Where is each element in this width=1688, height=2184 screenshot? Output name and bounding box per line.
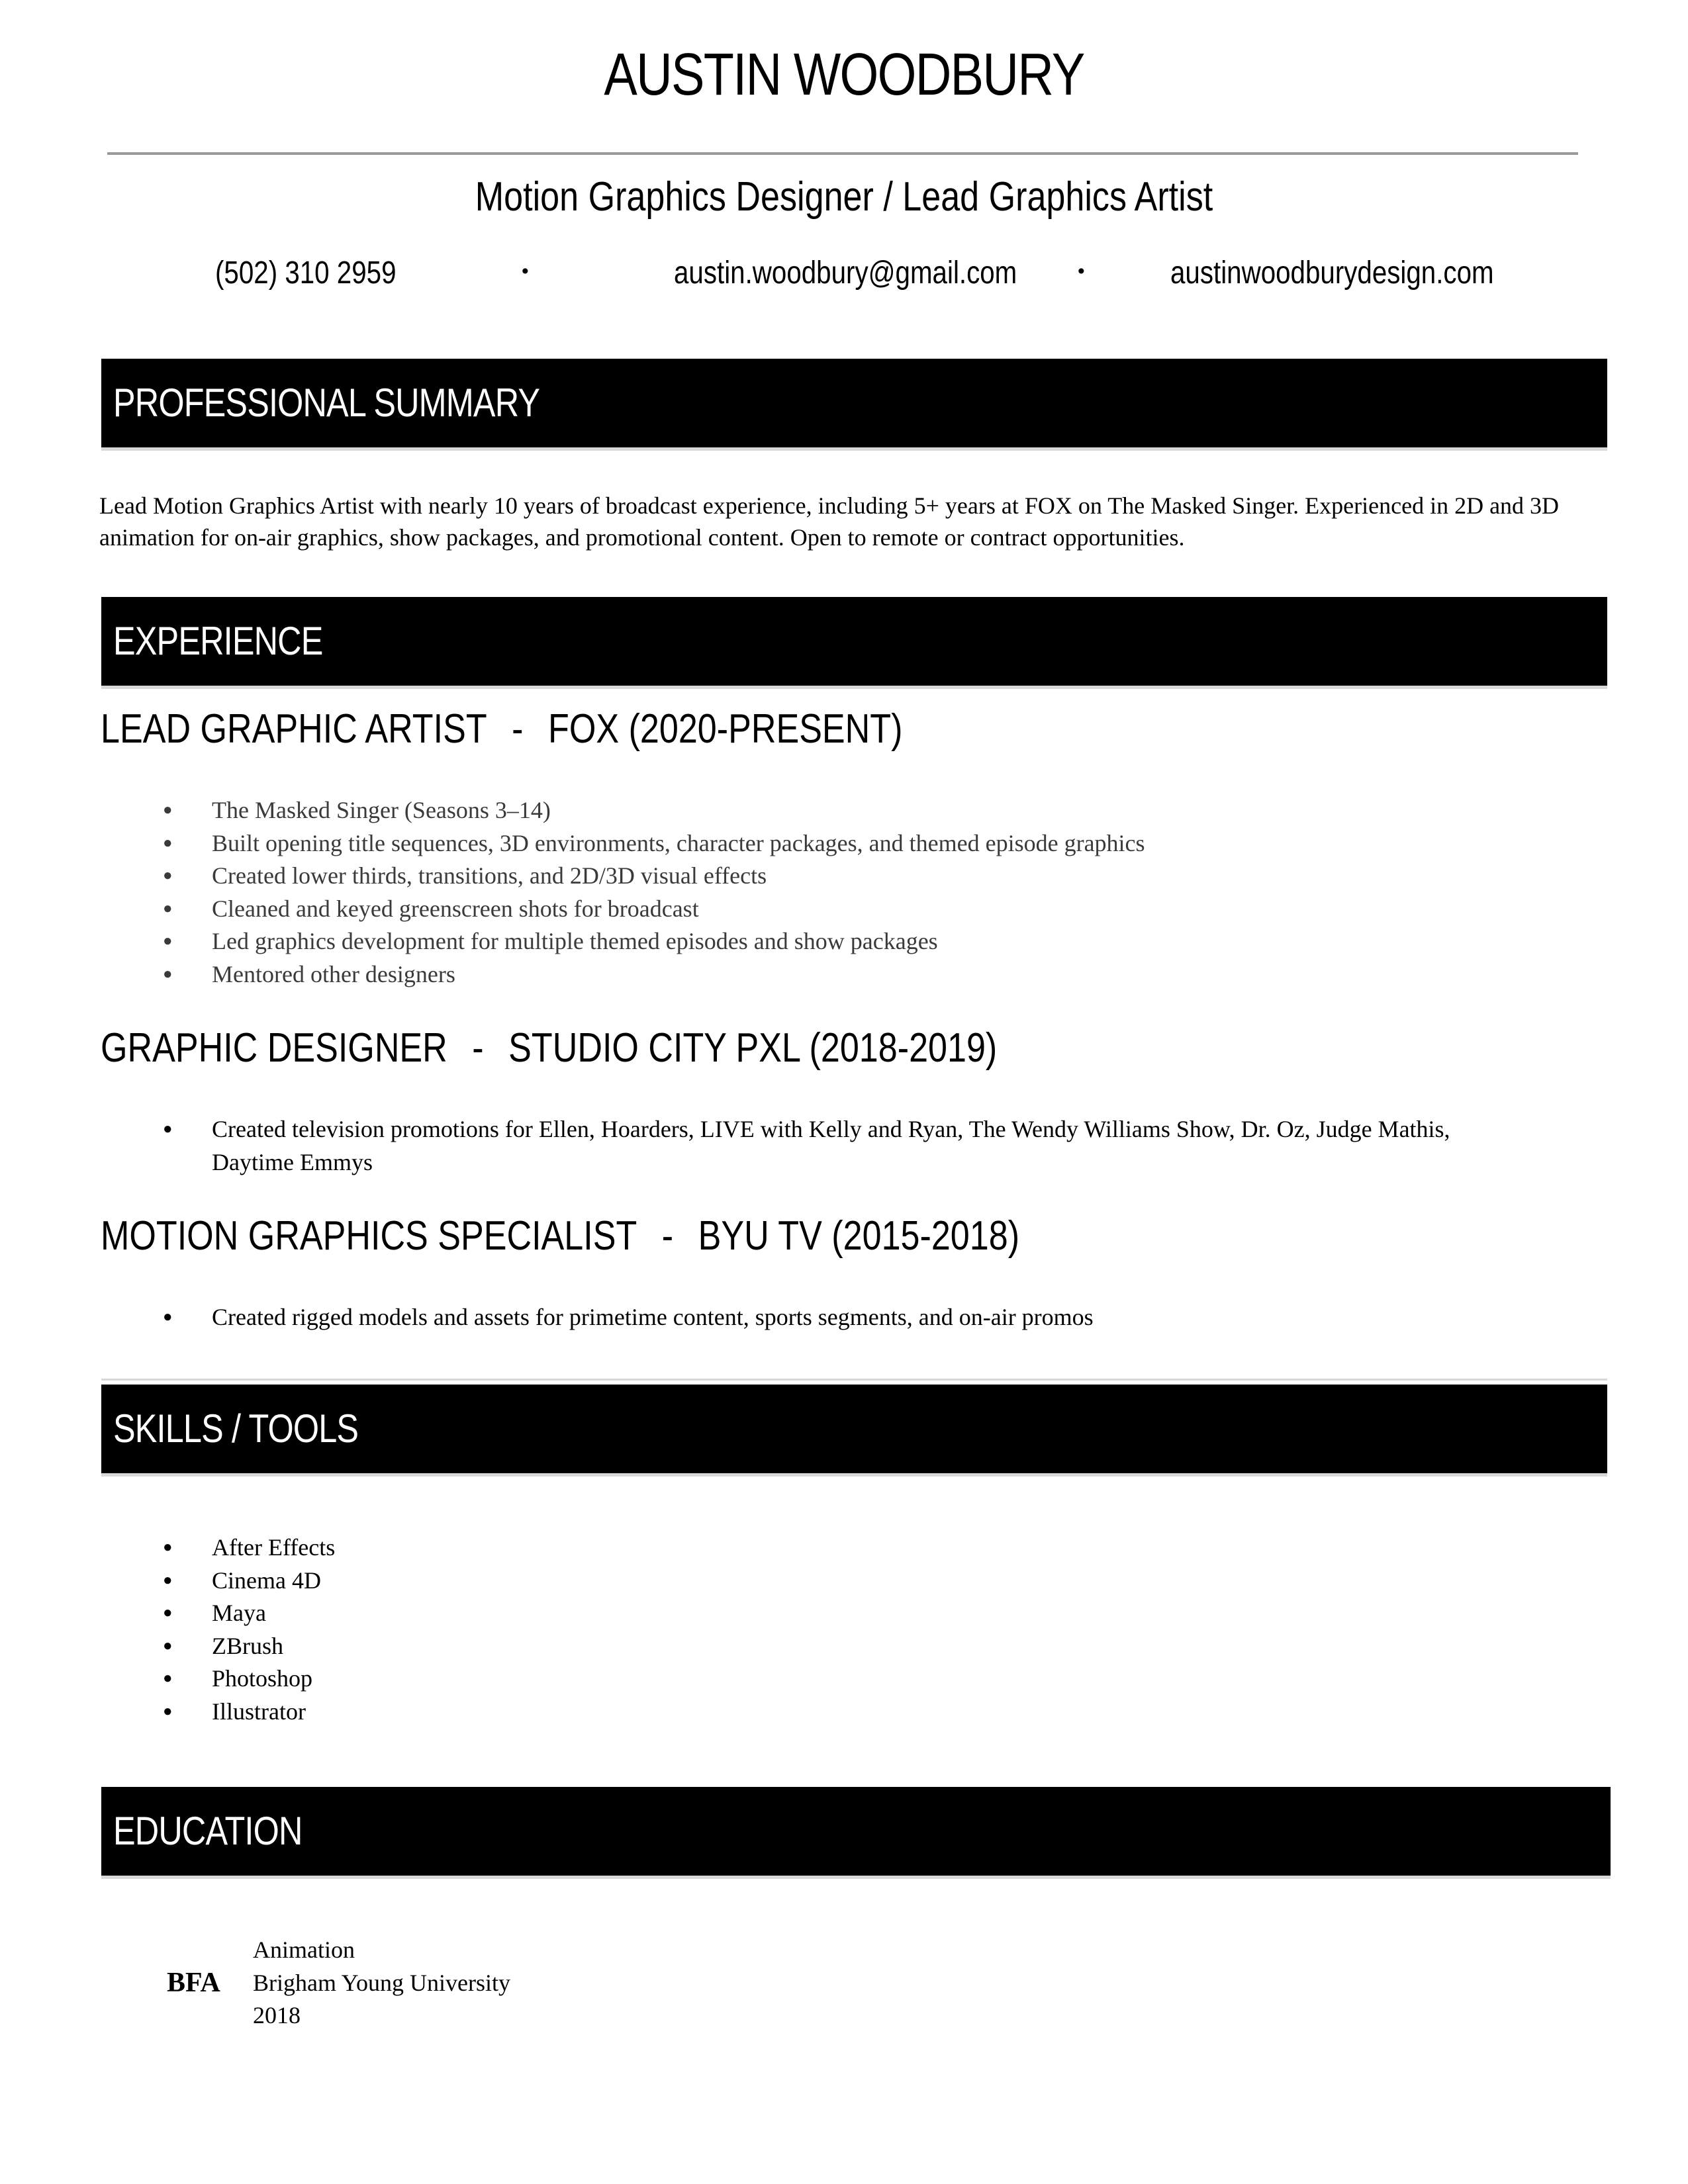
list-item: ● Mentored other designers xyxy=(0,958,1509,991)
section-title: EXPERIENCE xyxy=(113,619,323,663)
section-header-education xyxy=(101,1787,1611,1876)
contact-separator: · xyxy=(520,252,531,289)
email-link[interactable]: austin.woodbury@gmail.com xyxy=(674,255,1017,291)
section-header-summary xyxy=(101,359,1607,447)
job-bullets xyxy=(0,1301,1509,1334)
job-separator: - xyxy=(472,1025,484,1071)
education-year: 2018 xyxy=(253,2002,301,2028)
job-bullets xyxy=(0,1113,1509,1179)
candidate-name: AUSTIN WOODBURY xyxy=(604,42,1084,108)
website-link[interactable]: austinwoodburydesign.com xyxy=(1170,255,1494,291)
job-role: MOTION GRAPHICS SPECIALIST xyxy=(101,1213,637,1259)
list-item: ● Led graphics development for multiple themed episodes and show packages xyxy=(0,925,1509,958)
list-item: ● Cinema 4D xyxy=(0,1565,1509,1598)
phone-number: (502) 310 2959 xyxy=(215,255,397,291)
list-item: ● Created lower thirds, transitions, and 2D/3D visual effects xyxy=(0,860,1509,893)
section-title: EDUCATION xyxy=(113,1809,303,1853)
section-header-skills xyxy=(101,1385,1607,1473)
job-heading xyxy=(101,705,902,752)
degree-label: BFA xyxy=(167,1968,220,1998)
list-item: ● Photoshop xyxy=(0,1662,1509,1696)
job-role: GRAPHIC DESIGNER xyxy=(101,1025,447,1071)
list-item: ● After Effects xyxy=(0,1531,1509,1565)
list-item: ● Cleaned and keyed greenscreen shots for broadcast xyxy=(0,893,1509,926)
job-company: STUDIO CITY PXL (2018-2019) xyxy=(508,1025,998,1071)
education-field: Animation xyxy=(253,1936,355,1963)
list-item: ● ZBrush xyxy=(0,1630,1509,1663)
section-divider xyxy=(101,1379,1607,1381)
list-item: ● Illustrator xyxy=(0,1696,1509,1729)
header-divider xyxy=(107,152,1578,155)
education-details xyxy=(253,1934,510,2032)
skills-list xyxy=(0,1531,1509,1728)
section-header-experience xyxy=(101,597,1607,686)
job-role: LEAD GRAPHIC ARTIST xyxy=(101,706,487,752)
summary-text: Lead Motion Graphics Artist with nearly 10 years of broadcast experience, including 5+ years at FOX on The Masked Singer. Experienced in 2D and 3D animation for on-air graphics, show packages, and promotional content. Open to remote or contract opportunities. xyxy=(99,492,1560,551)
job-heading xyxy=(101,1024,997,1071)
list-item: ● Maya xyxy=(0,1597,1509,1630)
job-title: Motion Graphics Designer / Lead Graphics Artist xyxy=(475,174,1213,220)
list-item: ● Created rigged models and assets for primetime content, sports segments, and on-air promos xyxy=(0,1301,1509,1334)
section-title: SKILLS / TOOLS xyxy=(113,1406,359,1451)
education-school: Brigham Young University xyxy=(253,1969,511,1996)
job-separator: - xyxy=(512,706,524,752)
job-company: FOX (2020-PRESENT) xyxy=(548,706,903,752)
section-title: PROFESSIONAL SUMMARY xyxy=(113,381,540,425)
job-bullets xyxy=(0,794,1509,991)
contact-separator: · xyxy=(1076,252,1087,289)
job-heading xyxy=(101,1212,1019,1259)
list-item: ● Created television promotions for Ellen, Hoarders, LIVE with Kelly and Ryan, The Wendy Williams Show, Dr. Oz, Judge Mathis, Daytime Emmys xyxy=(0,1113,1509,1179)
job-company: BYU TV (2015-2018) xyxy=(698,1213,1020,1259)
job-separator: - xyxy=(661,1213,674,1259)
list-item: ● The Masked Singer (Seasons 3–14) xyxy=(0,794,1509,827)
list-item: ● Built opening title sequences, 3D environments, character packages, and themed episode graphics xyxy=(0,827,1509,860)
